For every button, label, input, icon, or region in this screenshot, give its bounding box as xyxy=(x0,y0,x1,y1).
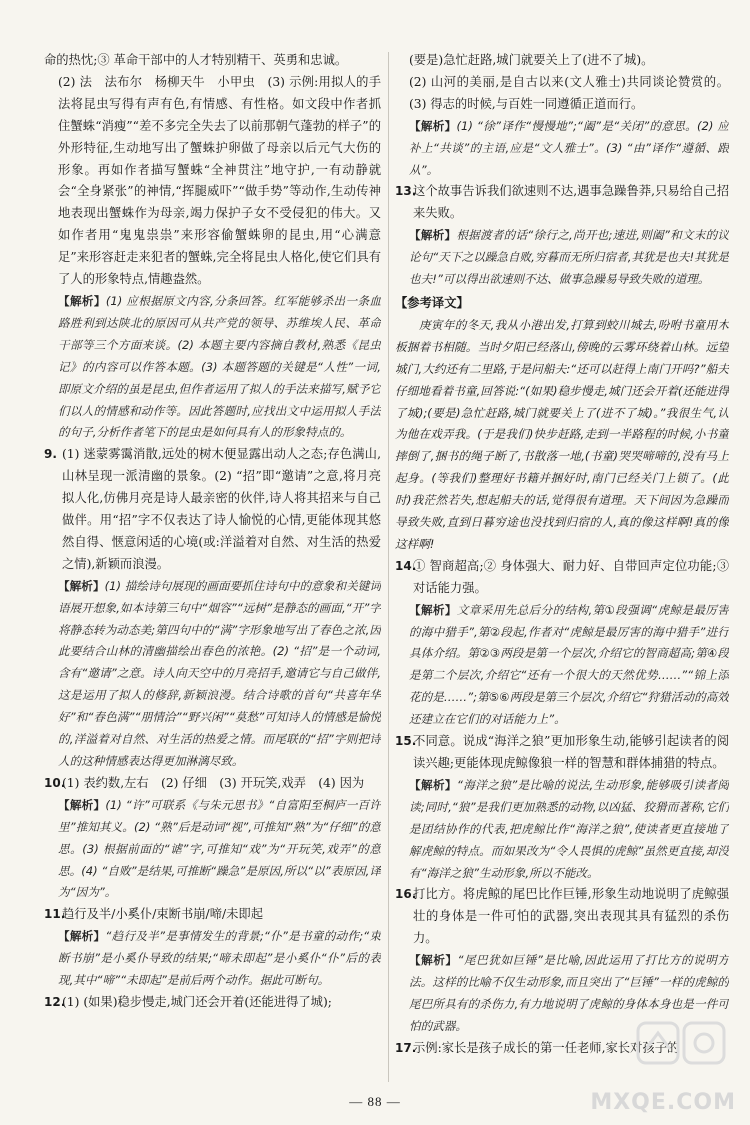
watermark-logo xyxy=(586,1009,736,1119)
answer-text: (1) 迷蒙雾霭消散,远处的树木便显露出动人之态;存色满山,山林呈现一派清幽的景象。(2) “招”即“邀请”之意,将月亮拟人化,仿佛月亮是诗人最亲密的伙伴,诗人将其招来与自己做伴。用“招”字不仅表达了诗人愉悦的心情,更能体现其悠然自得、惬意闲适的心境(或:洋溢着对自然、对生活的热爱之情),新颖而浪漫。 xyxy=(62,447,381,571)
question-number: 11. xyxy=(44,907,66,922)
answer-paragraph: (要是)急忙赶路,城门就要关上了(进不了城)。 xyxy=(409,53,654,67)
answer-text: 趋行及半/小奚仆/束断书崩/啼/未即起 xyxy=(62,907,264,922)
analysis-tag: 【解析】 xyxy=(409,602,457,617)
analysis-block xyxy=(395,775,729,885)
answer-text: 打比方。将虎鲸的尾巴比作巨锤,形象生动地说明了虎鲸强壮的身体是一件可怕的武器,突出表现其具有猛烈的杀伤力。 xyxy=(413,887,729,946)
answer-paragraph: 命的热忱;③ 革命干部中的人才特别精干、英勇和忠诚。 xyxy=(44,53,348,67)
analysis-text: “趋行及半”是事情发生的背景;“仆”是书童的动作;“束断书崩”是小奚仆导致的结果;“啼未即起”是小奚仆“仆”后的表现,其中“啼”“未即起”是前后两个动作。据此可断句。 xyxy=(58,929,381,988)
question-number: 9. xyxy=(44,447,57,462)
analysis-tag: 【解析】 xyxy=(58,797,106,812)
question-number: 16. xyxy=(395,887,417,902)
analysis-tag: 【解析】 xyxy=(409,953,458,968)
column-divider xyxy=(388,52,389,1082)
question-number: 14. xyxy=(395,558,417,573)
question-number: 17. xyxy=(395,1040,417,1055)
answer-item xyxy=(395,181,729,225)
analysis-tag: 【解析】 xyxy=(409,228,457,243)
answer-item xyxy=(44,904,381,926)
analysis-tag: 【解析】 xyxy=(409,777,457,792)
question-number: 12. xyxy=(44,994,66,1009)
analysis-block xyxy=(44,795,381,905)
reference-translation-text: 庚寅年的冬天,我从小港出发,打算到蛟川城去,吩咐书童用木板捆着书相随。当时夕阳已经落山,傍晚的云雾环绕着山林。远望城门,大约还有二里路,于是问船夫:“还可以赶得上南门开吗?”船夫仔细地看着书童,回答说:“(如果)稳步慢走,城门还会开着(还能进得了城);(要是)急忙赶路,城门就要关上了(进不了城)。”我很生气,认为他在戏弄我。(于是我们)快步赶路,走到一半路程的时候,小书童摔倒了,捆书的绳子断了,书散落一地,(书童)哭哭啼啼的,没有马上起身。(等我们)整理好书籍并捆好时,南门已经关门上锁了。(此时)我茫然若失,想起船夫的话,觉得很有道理。天下间因为急躁而导致失败,直到日暮穷途也没找到归宿的人,真的像这样啊!真的像这样啊! xyxy=(395,317,729,551)
answer-item xyxy=(44,992,381,1014)
question-number: 15. xyxy=(395,734,417,749)
answer-item xyxy=(395,731,729,775)
answer-text: 不同意。说成“海洋之狼”更加形象生动,能够引起读者的阅读兴趣;更能体现虎鲸像狼一样的智慧和群体捕猎的特点。 xyxy=(413,734,729,770)
analysis-tag: 【解析】 xyxy=(58,293,106,308)
analysis-text: 根据渡者的话“徐行之,尚开也;速进,则阖”和文末的议论句“天下之以躁急自败,穷暮而无所归宿者,其犹是也夫!其犹是也夫!”可以得出欲速则不达、做事急躁易导致失败的道理。 xyxy=(409,228,729,287)
question-number: 13. xyxy=(395,184,417,199)
analysis-tag: 【解析】 xyxy=(409,118,457,133)
analysis-block xyxy=(395,225,729,291)
answer-item xyxy=(395,556,729,600)
answer-text: (1) 表约数,左右 (2) 仔细 (3) 开玩笑,戏弄 (4) 因为 xyxy=(62,775,365,790)
analysis-tag: 【解析】 xyxy=(58,578,105,593)
answer-item xyxy=(44,444,381,575)
right-column xyxy=(395,50,729,1085)
analysis-block xyxy=(44,926,381,992)
answer-text: 示例:家长是孩子成长的第一任老师,家长对孩子的 xyxy=(413,1040,680,1055)
answer-text: 这个故事告诉我们欲速则不达,遇事急躁鲁莽,只易给自己招来失败。 xyxy=(413,184,729,221)
answer-item xyxy=(395,884,729,950)
watermark-text: MXQE.COM xyxy=(590,1090,736,1115)
answer-item xyxy=(44,773,381,795)
answer-paragraph: (2) 法 法布尔 杨柳天牛 小甲虫 (3) 示例:用拟人的手法将昆虫写得有声有色,有情感、有性格。如文段中作者抓住蟹蛛“消瘦”“差不多完全失去了以前那朝气蓬勃的样子”的外形特征,生动地写出了蟹蛛护卵做了母亲以后元气大伤的形象。再如作者描写蟹蛛“全神贯注”地守护,一有动静就会“全身紧张”的神情,“挥腿威吓”“做手势”等动作,生动传神地表现出蟹蛛作为母亲,竭力保护子女不受侵犯的伟大。又如作者用“鬼鬼祟祟”来形容偷蟹蛛卵的昆虫,用“心满意足”来形容赶走来犯者的蟹蛛,完全将昆虫人格化,使它们具有了人的形象特点,情趣盎然。 xyxy=(58,74,381,287)
analysis-block xyxy=(44,576,381,773)
left-column xyxy=(44,50,381,1085)
analysis-text: (1) “许”可联系《与朱元思书》“自富阳至桐庐一百许里”推知其义。(2) “熟”后是动词“视”,可推知“熟”为“仔细”的意思。(3) 根据前面的“谑”字,可推知“戏”为“开玩笑,戏弄”的意思。(4) “自败”是结果,可推断“躁急”是原因,所以“以”表原因,译为“因为”。 xyxy=(58,797,381,900)
analysis-tag: 【解析】 xyxy=(58,929,106,944)
answer-text: (1) (如果)稳步慢走,城门还会开着(还能进得了城); xyxy=(62,994,332,1009)
analysis-text: “尾巴犹如巨锤”是比喻,因此运用了打比方的说明方法。这样的比喻不仅生动形象,而且突出了“巨锤”一样的虎鲸的尾巴所具有的杀伤力,有力地说明了虎鲸的身体本身也是一件可怕的武器。 xyxy=(409,953,729,1033)
question-number: 10. xyxy=(44,775,66,790)
analysis-text: (1) “徐”译作“慢慢地”;“阖”是“关闭”的意思。(2) 应补上“共谈”的主语,应是“文人雅士”。(3) “由”译作“遵循、跟从”。 xyxy=(409,118,729,177)
page-number: — 88 — xyxy=(349,1094,401,1109)
analysis-text: 文章采用先总后分的结构,第①段强调“虎鲸是最厉害的海中猎手”,第②段起,作者对“虎鲸是最厉害的海中猎手”进行具体介绍。第②③两段是第一个层次,介绍它的智商超高;第④段是第二个层次,介绍它“还有一个很大的天然优势……”“锦上添花的是……”;第⑤⑥两段是第三个层次,介绍它“狩猎活动的高效还建立在它们的对话能力上”。 xyxy=(409,602,729,727)
reference-translation-title: 【参考译文】 xyxy=(395,295,469,310)
analysis-block xyxy=(395,600,729,731)
answer-text: ① 智商超高;② 身体强大、耐力好、自带回声定位功能;③ 对话能力强。 xyxy=(413,558,729,595)
analysis-text: (1) 描绘诗句展现的画面要抓住诗句中的意象和关键词语展开想象,如本诗第三句中“烟容”“远树”是静态的画面,“开”字将静态转为动态美;第四句中的“满”字形象地写出了春色之浓,因此要结合山林的清幽描绘出春色的浓艳。(2) “招”是一个动词,含有“邀请”之意。诗人向天空中的月亮招手,邀请它与自己做伴,这是运用了拟人的修辞,新颖浪漫。结合诗歌的首句“共喜年华好”和“春色满”“朋情洽”“野兴闲”“莫愁”可知诗人的情感是愉悦的,洋溢着对自然、对生活的热爱之情。而尾联的“招”字则把诗人的这种情感表达得更加淋漓尽致。 xyxy=(58,578,381,768)
analysis-block xyxy=(44,291,381,444)
analysis-text: (1) 应根据原文内容,分条回答。红军能够杀出一条血路胜利到达陕北的原因可从共产党的领导、苏维埃人民、革命干部等三个方面来谈。(2) 本题主要内容摘自教材,熟悉《昆虫记》的内容可以作答本题。(3) 本题答题的关键是“人性”一词,即原文介绍的虽是昆虫,但作者运用了拟人的手法来描写,赋予它们以人的情感和动作等。因此答题时,应找出文中运用拟人手法的句子,分析作者笔下的昆虫是如何具有人的形象特点的。 xyxy=(58,293,381,440)
answer-paragraph: (2) 山河的美丽,是自古以来(文人雅士)共同谈论赞赏的。(3) 得志的时候,与百姓一同遵循正道而行。 xyxy=(409,74,729,111)
analysis-text: “海洋之狼”是比喻的说法,生动形象,能够吸引读者阅读;同时,“狼”是我们更加熟悉的动物,以凶猛、狡猾而著称,它们是团结协作的代表,把虎鲸比作“海洋之狼”,使读者更直接地了解虎鲸的特点。而如果改为“令人畏惧的虎鲸”虽然更直接,却没有“海洋之狼”生动形象,所以不能改。 xyxy=(409,777,729,880)
analysis-block xyxy=(395,116,729,182)
